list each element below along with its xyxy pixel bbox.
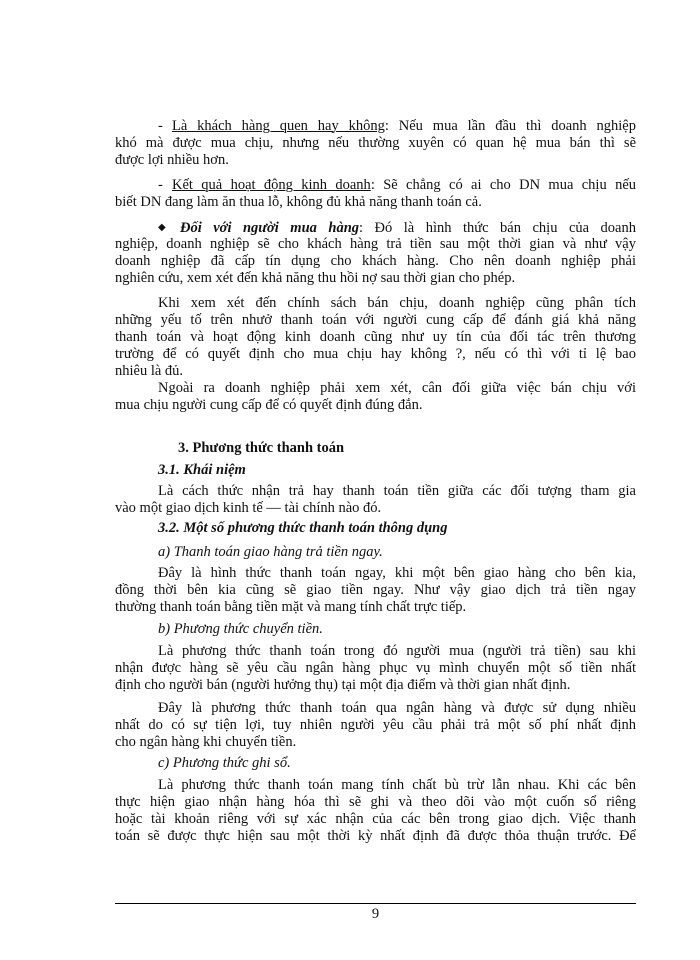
method-b-heading: b) Phương thức chuyển tiền. [158, 621, 323, 637]
method-b-para2-line-3: cho ngân hàng khi chuyển tiền. [115, 734, 297, 750]
dash-marker: - [158, 177, 163, 193]
footer-divider [115, 903, 636, 904]
method-c-line-2: thực hiện giao nhận hàng hóa thì sẽ ghi và theo dõi vào một cuốn sổ riêng [115, 794, 636, 810]
method-c-line-1: Là phương thức thanh toán mang tính chất bù trừ lẫn nhau. Khi các bên [158, 777, 636, 793]
section-3-heading: 3. Phương thức thanh toán [178, 440, 345, 456]
subsection-3-1-heading: 3.1. Khái niệm [158, 462, 246, 478]
para-credit-policy-line-4: trường để có quyết định cho mua chịu hay không ?, nếu có thì với tỉ lệ bao [115, 346, 636, 362]
para-credit-policy-line-2: những yếu tố trên nhưở thanh toán với người cung cấp để đánh giá khả năng [115, 312, 636, 328]
para-buyer-line-1: ◆ Đối với người mua hàng: Đó là hình thức bán chịu của doanh [158, 220, 636, 236]
para-buyer-line-2: nghiệp, doanh nghiệp sẽ cho khách hàng trả tiền sau một thời gian và như vậy [115, 236, 636, 252]
buyer-label: Đối với người mua hàng [180, 220, 360, 236]
para-balance-line-1: Ngoài ra doanh nghiệp phải xem xét, cân đối giữa việc bán chịu với [158, 380, 636, 396]
para-regular-customer-line-1: - Là khách hàng quen hay không: Nếu mua lần đầu thì doanh nghiệp [158, 118, 636, 134]
para-regular-customer-line-3: được lợi nhiều hơn. [115, 152, 229, 168]
para-credit-policy-line-3: thanh toán và hoạt động kinh doanh cũng như uy tín của đối tác trên thương [115, 329, 636, 345]
concept-line-2: vào một giao dịch kinh tế — tài chính nào đó. [115, 500, 382, 516]
para-regular-customer-line-2: khó mà được mua chịu, nhưng nếu thường xuyên có quan hệ mua bán thì sẽ [115, 135, 636, 151]
para-balance-line-2: mua chịu người cung cấp để có quyết định đúng đắn. [115, 397, 423, 413]
para-credit-policy-line-1: Khi xem xét đến chính sách bán chịu, doanh nghiệp cũng phân tích [158, 295, 636, 311]
para-buyer-line-3: doanh nghiệp đã cấp tín dụng cho khách hàng. Cho nên doanh nghiệp phải [115, 253, 636, 269]
para-business-result-line-2: biết DN đang làm ăn thua lỗ, không đủ khả năng thanh toán cả. [115, 194, 482, 210]
method-c-line-4: toán sẽ được thực hiện sau một thời kỳ nhất định đã được thỏa thuận trước. Để [115, 828, 636, 844]
method-b-para2-line-1: Đây là phương thức thanh toán qua ngân hàng và được sử dụng nhiều [158, 700, 636, 716]
business-result-label: Kết quả hoạt động kinh doanh [172, 177, 371, 193]
subsection-3-2-heading: 3.2. Một số phương thức thanh toán thông dụng [158, 520, 448, 536]
page-number: 9 [371, 906, 380, 922]
method-a-heading: a) Thanh toán giao hàng trả tiền ngay. [158, 544, 383, 560]
concept-line-1: Là cách thức nhận trả hay thanh toán tiền giữa các đối tượng tham gia [158, 483, 636, 499]
method-b-para1-line-3: định cho người bán (người hưởng thụ) tại một địa điểm và thời gian nhất định. [115, 677, 571, 693]
para-buyer-line-4: nghiên cứu, xem xét đến khả năng thu hồi nợ sau thời gian cho phép. [115, 270, 516, 286]
method-b-para2-line-2: nhất do có sự tiện lợi, tuy nhiên người yêu cầu phải trả một số phí nhất định [115, 717, 636, 733]
para-business-result-line-1: - Kết quả hoạt động kinh doanh: Sẽ chẳng có ai cho DN mua chịu nếu [158, 177, 636, 193]
diamond-bullet-icon: ◆ [158, 222, 166, 233]
method-a-line-1: Đây là hình thức thanh toán ngay, khi một bên giao hàng cho bên kia, [158, 565, 636, 581]
method-a-line-3: thường thanh toán bằng tiền mặt và mang tính chất trực tiếp. [115, 599, 467, 615]
para-credit-policy-line-5: nhiêu là đủ. [115, 363, 184, 379]
method-c-heading: c) Phương thức ghi sổ. [158, 755, 291, 771]
method-c-line-3: hoặc tài khoản riêng với sự xác nhận của các bên trong giao dịch. Việc thanh [115, 811, 636, 827]
regular-customer-label: Là khách hàng quen hay không [172, 118, 385, 134]
method-b-para1-line-1: Là phương thức thanh toán trong đó người mua (người trả tiền) sau khi [158, 643, 636, 659]
dash-marker: - [158, 118, 163, 134]
method-a-line-2: đồng thời bên kia cũng sẽ giao tiền ngay. Như vậy giao dịch trả tiền ngay [115, 582, 636, 598]
method-b-para1-line-2: nhận được hàng sẽ yêu cầu ngân hàng phục vụ mình chuyển một số tiền nhất [115, 660, 636, 676]
